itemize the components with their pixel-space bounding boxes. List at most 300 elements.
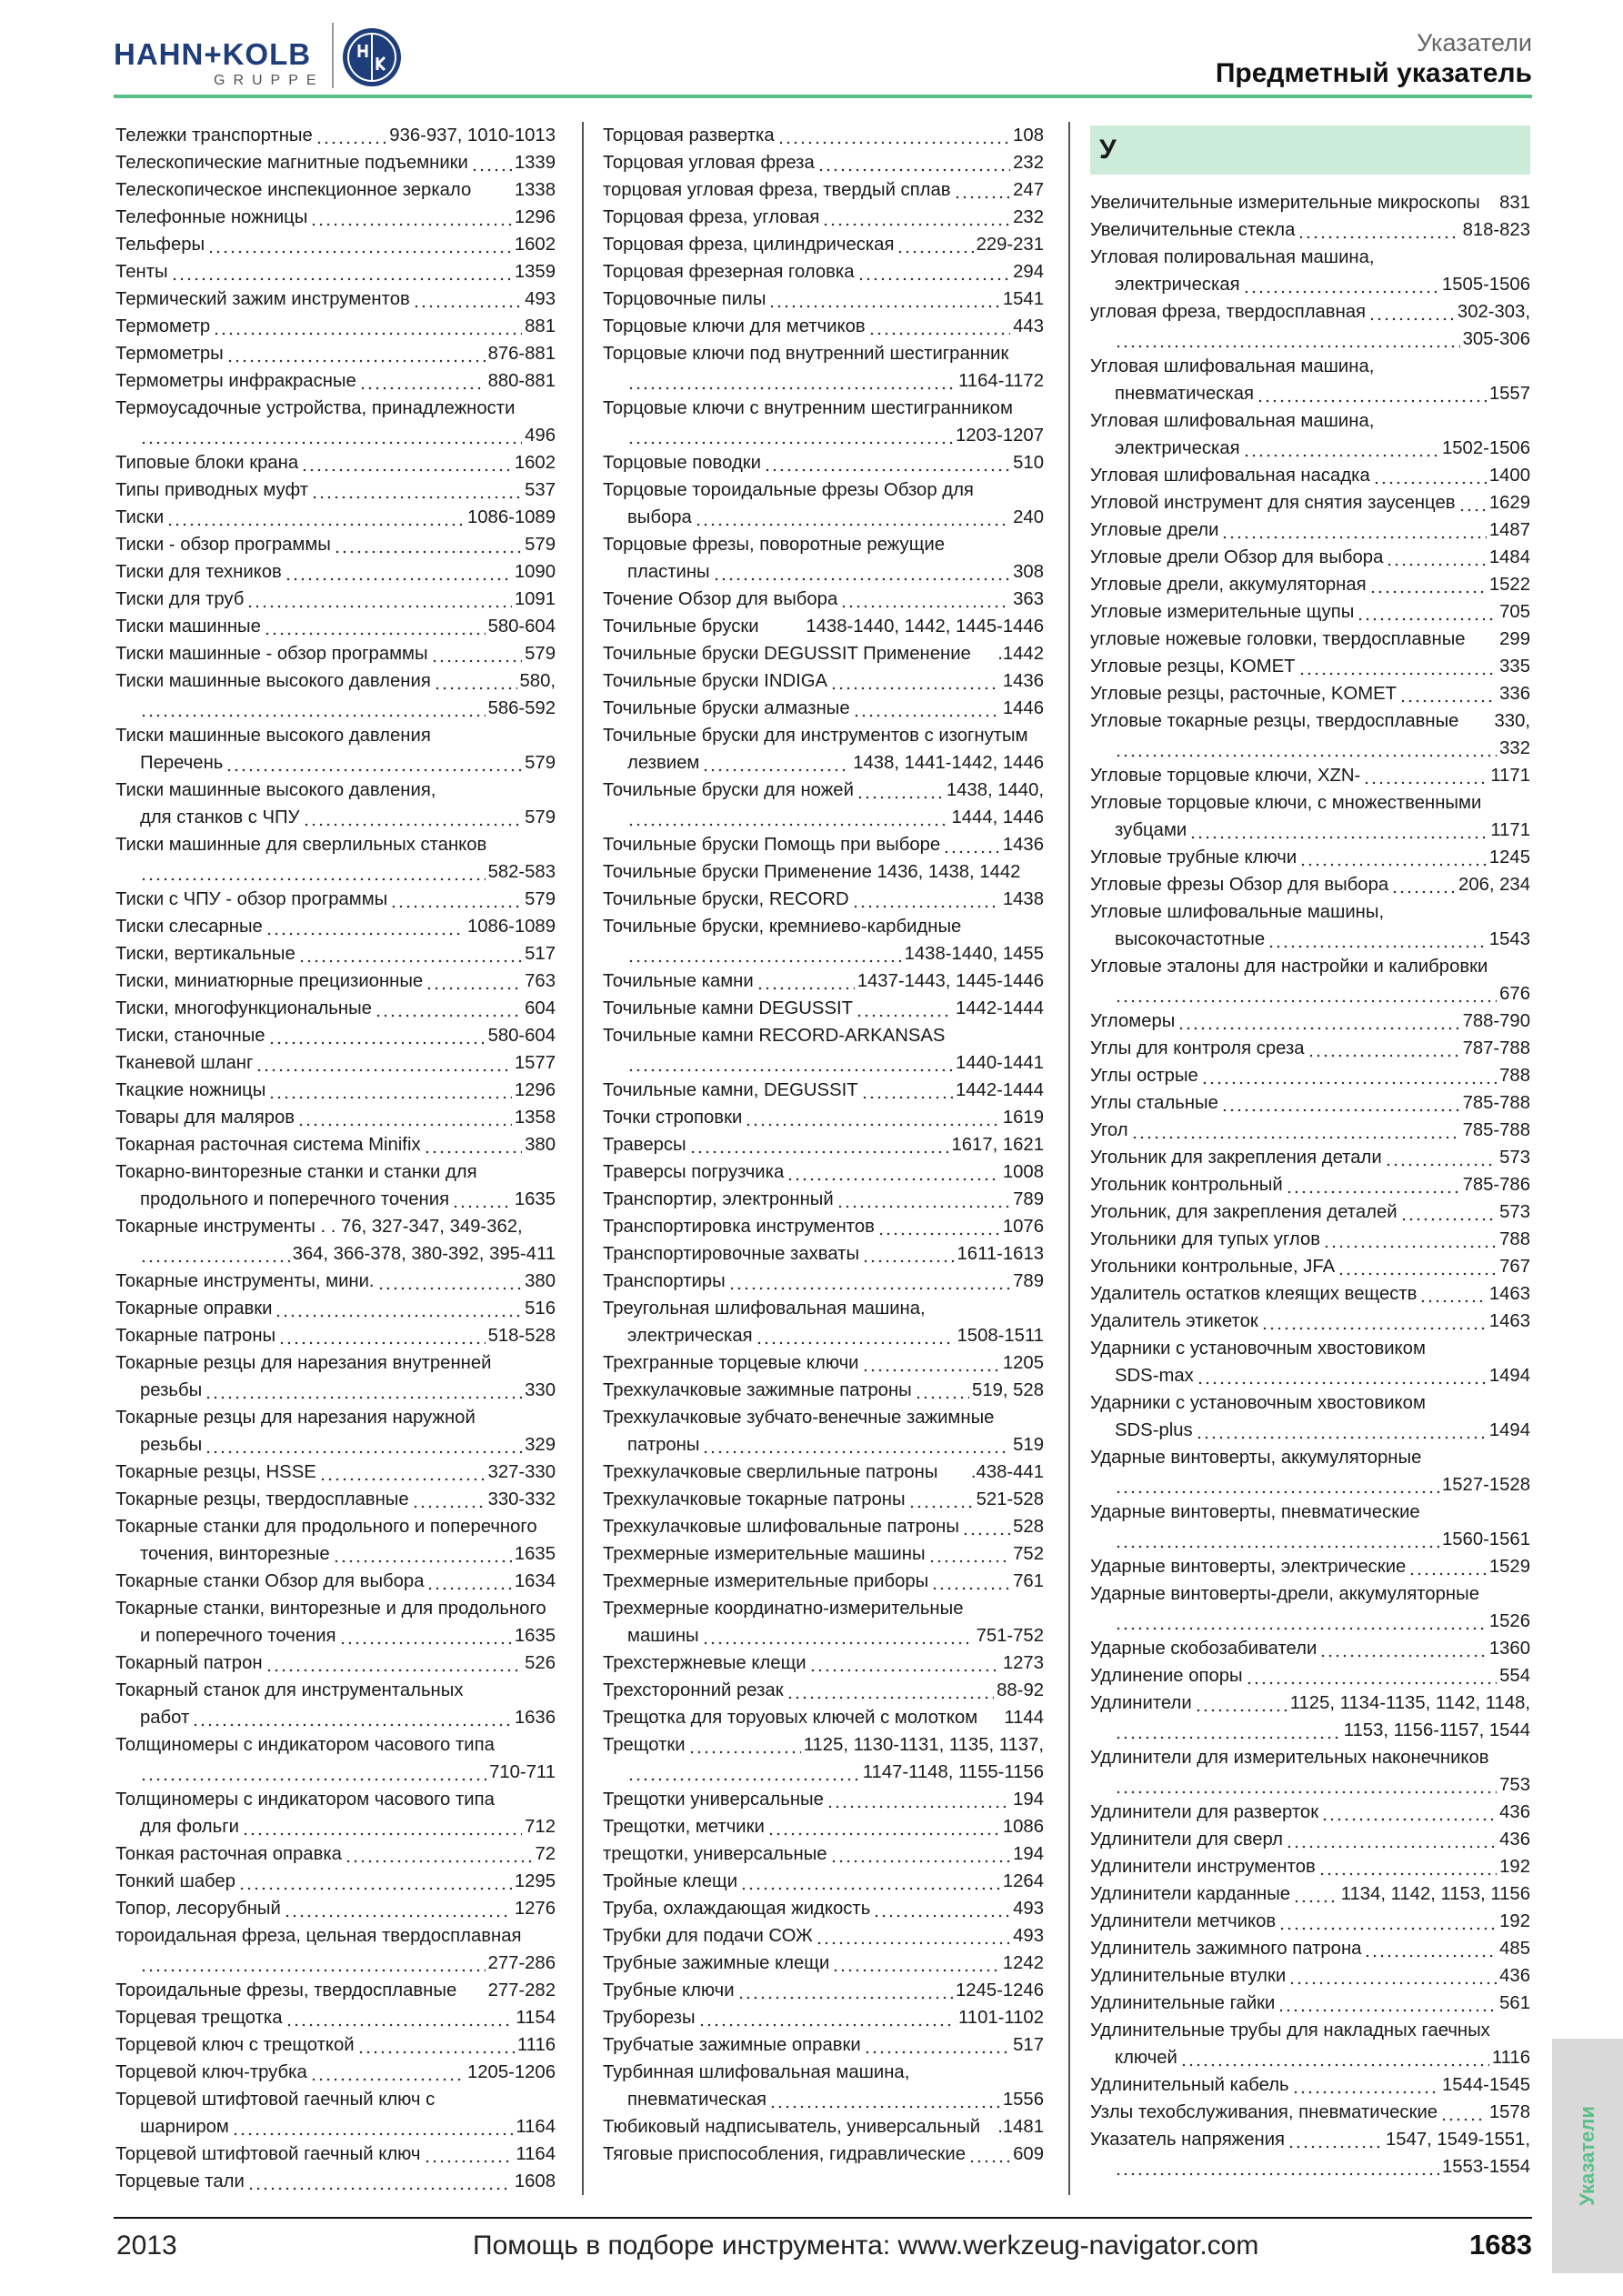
leader-dots bbox=[728, 1268, 1010, 1295]
entry-pages: 1101-1102 bbox=[958, 2008, 1044, 2028]
leader-dots bbox=[852, 886, 1000, 913]
entry-term: Удлинение опоры bbox=[1090, 1666, 1243, 1686]
index-entries bbox=[1090, 189, 1530, 2181]
leader-dots bbox=[873, 1895, 1010, 1922]
entry-term: электрическая bbox=[1115, 438, 1240, 458]
index-entry bbox=[115, 2004, 556, 2031]
leader-dots bbox=[980, 1704, 1001, 1731]
leader-dots bbox=[1419, 1280, 1486, 1308]
entry-term: Точильные бруски алмазные bbox=[603, 698, 850, 718]
index-entry bbox=[603, 1377, 1044, 1404]
index-entry bbox=[115, 1322, 556, 1349]
entry-term: пластины bbox=[627, 562, 710, 582]
leader-dots bbox=[1286, 1171, 1460, 1198]
index-entry bbox=[1090, 462, 1530, 489]
entry-pages: 1494 bbox=[1488, 1366, 1530, 1386]
entry-term: Угловые резцы, KOMET bbox=[1090, 657, 1296, 677]
entry-term: Тиски, вертикальные bbox=[115, 944, 296, 964]
index-entry bbox=[1090, 1062, 1530, 1089]
leader-dots bbox=[786, 1677, 995, 1704]
entry-pages: 580-604 bbox=[487, 1026, 556, 1046]
entry-pages: 493 bbox=[1013, 1899, 1044, 1919]
entry-term: Угловые шлифовальные машины, bbox=[1090, 902, 1385, 922]
leader-dots bbox=[627, 367, 956, 395]
leader-dots bbox=[1286, 1826, 1497, 1853]
entry-term: Угловые дрели, аккумуляторная bbox=[1090, 575, 1367, 595]
entry-pages: 1436 bbox=[1002, 671, 1044, 691]
page-title: Предметный указатель bbox=[1215, 58, 1532, 88]
entry-pages: 1553-1554 bbox=[1442, 2157, 1530, 2177]
entry-term: Угольник контрольный bbox=[1090, 1175, 1283, 1195]
index-entry bbox=[1090, 1280, 1530, 1308]
entry-pages: 789 bbox=[1013, 1271, 1044, 1291]
entry-pages: 1602 bbox=[514, 235, 556, 255]
entry-pages: 108 bbox=[1013, 125, 1044, 145]
index-entry bbox=[603, 777, 1044, 804]
index-entry bbox=[603, 286, 1044, 313]
leader-dots bbox=[940, 1459, 967, 1486]
leader-dots bbox=[864, 2031, 1010, 2059]
entry-term: Угольники для тупых углов bbox=[1090, 1229, 1321, 1249]
leader-dots bbox=[225, 749, 522, 777]
leader-dots bbox=[627, 940, 902, 968]
leader-dots bbox=[268, 1077, 512, 1104]
entry-term: Угольники контрольные, JFA bbox=[1090, 1257, 1336, 1277]
entry-pages: 1608 bbox=[514, 2171, 556, 2191]
leader-dots bbox=[928, 1540, 1011, 1568]
index-entry bbox=[603, 422, 1044, 449]
entry-pages: 1296 bbox=[514, 207, 556, 227]
entry-pages: 1086-1089 bbox=[467, 507, 556, 527]
entry-term: Токарные оправки bbox=[115, 1298, 273, 1318]
index-entry bbox=[115, 2113, 556, 2141]
index-entry bbox=[1090, 326, 1530, 353]
column-divider bbox=[1068, 122, 1070, 2195]
entry-term: Термометры bbox=[115, 344, 224, 364]
entry-term: Угловая шлифовальная машина, bbox=[1090, 356, 1375, 376]
index-entry bbox=[1090, 926, 1530, 953]
entry-pages: 1153, 1156-1157, 1544 bbox=[1343, 1720, 1530, 1740]
entry-term: Точильные бруски, кремниево-карбидные bbox=[603, 917, 962, 937]
index-entry bbox=[603, 1595, 1044, 1622]
index-entry bbox=[603, 2141, 1044, 2168]
entry-term: Угловые дрели Обзор для выбора bbox=[1090, 547, 1384, 567]
leader-dots bbox=[837, 1186, 1010, 1213]
leader-dots bbox=[426, 1568, 511, 1595]
leader-dots bbox=[140, 422, 522, 449]
entry-term: для фольги bbox=[140, 1817, 239, 1837]
entry-pages: 586-592 bbox=[487, 698, 556, 718]
index-entry bbox=[1090, 844, 1530, 871]
entry-pages: 1125, 1134-1135, 1142, 1148, bbox=[1289, 1693, 1530, 1713]
leader-dots bbox=[627, 422, 953, 449]
index-entry bbox=[1090, 598, 1530, 626]
entry-term: Точильные бруски для инструментов с изогнутым bbox=[603, 726, 1028, 746]
index-entry bbox=[115, 1186, 556, 1213]
logo-text: HAHN+KOLB bbox=[114, 37, 312, 71]
entry-pages: 1164 bbox=[516, 2117, 556, 2137]
entry-term: Ударники с установочным хвостовиком bbox=[1090, 1338, 1426, 1359]
leader-dots bbox=[333, 1540, 512, 1568]
entry-term: Угловая шлифовальная насадка bbox=[1090, 466, 1370, 486]
entry-pages: 1245-1246 bbox=[956, 1980, 1044, 2000]
index-entry bbox=[1090, 1471, 1530, 1499]
entry-term: Торцевая трещотка bbox=[115, 2008, 283, 2028]
index-entry bbox=[115, 1568, 556, 1595]
index-entry bbox=[603, 1950, 1044, 1977]
entry-pages: 329 bbox=[525, 1435, 556, 1455]
entry-pages: 609 bbox=[1013, 2144, 1044, 2164]
entry-term: Треугольная шлифовальная машина, bbox=[603, 1298, 926, 1318]
entry-pages: 299 bbox=[1499, 629, 1530, 649]
entry-term: угловые ножевые головки, твердосплавные bbox=[1090, 629, 1466, 649]
leader-dots bbox=[205, 1377, 522, 1404]
entry-term: Телескопические магнитные подъемники bbox=[115, 153, 468, 173]
index-entry bbox=[115, 1459, 556, 1486]
leader-dots bbox=[1288, 1962, 1497, 1990]
leader-dots bbox=[1196, 1417, 1487, 1444]
index-entry bbox=[115, 1977, 556, 2004]
index-entry bbox=[603, 1404, 1044, 1431]
leader-dots bbox=[1180, 2044, 1489, 2071]
leader-dots bbox=[756, 968, 855, 995]
entry-term: Торцевой ключ с трещоткой bbox=[115, 2035, 355, 2055]
entry-term: Удлинительные втулки bbox=[1090, 1966, 1287, 1986]
entry-term: Траверсы bbox=[603, 1135, 686, 1155]
entry-term: Трубки для подачи СОЖ bbox=[603, 1926, 813, 1946]
leader-dots bbox=[264, 613, 486, 640]
page-number: 1683 bbox=[1469, 2229, 1532, 2261]
leader-dots bbox=[459, 1977, 485, 2004]
entry-term: Угловые измерительные щупы bbox=[1090, 602, 1355, 622]
entry-pages: 364, 366-378, 380-392, 395-411 bbox=[292, 1244, 556, 1264]
entry-term: Точильные камни DEGUSSIT bbox=[603, 998, 854, 1018]
entry-pages: 380 bbox=[525, 1271, 556, 1291]
entry-pages: 1494 bbox=[1488, 1420, 1530, 1440]
index-entry bbox=[115, 1704, 556, 1731]
leader-dots bbox=[310, 204, 512, 231]
index-entry bbox=[603, 995, 1044, 1022]
leader-dots bbox=[809, 1649, 1000, 1677]
leader-dots bbox=[777, 122, 1011, 149]
index-entry bbox=[1090, 1117, 1530, 1144]
entry-term: Удлинительный кабель bbox=[1090, 2075, 1289, 2095]
entry-term: Угловые торцовые ключи, XZN- bbox=[1090, 766, 1361, 786]
index-entry bbox=[115, 913, 556, 940]
entry-pages: 788 bbox=[1499, 1066, 1530, 1086]
index-entry bbox=[115, 1622, 556, 1649]
entry-pages: 1338 bbox=[514, 180, 556, 200]
index-entry bbox=[115, 1868, 556, 1895]
index-entry bbox=[1090, 1144, 1530, 1171]
leader-dots bbox=[345, 1840, 532, 1868]
index-entry bbox=[115, 2168, 556, 2195]
leader-dots bbox=[1364, 1935, 1497, 1962]
entry-term: Тиски машинные - обзор программы bbox=[115, 644, 428, 664]
entry-term: Угловые трубные ключи bbox=[1090, 847, 1297, 867]
entry-pages: 1438, 1441-1442, 1446 bbox=[853, 753, 1044, 773]
entry-term: Удлинители метчиков bbox=[1090, 1911, 1277, 1931]
entry-pages: 936-937, 1010-1013 bbox=[389, 125, 556, 145]
leader-dots bbox=[1246, 1662, 1498, 1689]
entry-pages: 336 bbox=[1499, 684, 1530, 704]
entry-pages: 436 bbox=[1499, 1830, 1530, 1850]
entry-term: Термометры инфракрасные bbox=[115, 371, 356, 391]
entry-term: зубцами bbox=[1115, 820, 1187, 840]
entry-pages: 1147-1148, 1155-1156 bbox=[862, 1762, 1044, 1782]
index-entry bbox=[1090, 2017, 1530, 2044]
leader-dots bbox=[1391, 871, 1456, 898]
index-entry bbox=[603, 476, 1044, 504]
leader-dots bbox=[915, 1377, 969, 1404]
index-entry bbox=[115, 1131, 556, 1158]
entry-pages: 1273 bbox=[1002, 1653, 1044, 1673]
entry-pages: 232 bbox=[1013, 207, 1044, 227]
footer-year: 2013 bbox=[116, 2231, 177, 2261]
leader-dots bbox=[247, 2168, 512, 2195]
index-entry bbox=[603, 1731, 1044, 1759]
index-entry bbox=[115, 422, 556, 449]
leader-dots bbox=[334, 531, 522, 558]
entry-term: Тяговые приспособления, гидравлические bbox=[603, 2144, 967, 2164]
entry-pages: 1076 bbox=[1002, 1217, 1044, 1237]
leader-dots bbox=[1357, 598, 1497, 626]
leader-dots bbox=[390, 886, 522, 913]
leader-dots bbox=[816, 1922, 1010, 1950]
index-entry bbox=[1090, 1308, 1530, 1335]
entry-term: Удалитель остатков клеящих веществ bbox=[1090, 1284, 1418, 1304]
index-entry bbox=[1090, 1226, 1530, 1253]
entry-pages: 789 bbox=[1013, 1189, 1044, 1209]
leader-dots bbox=[286, 2004, 514, 2031]
entry-term: Тканевой шланг bbox=[115, 1053, 254, 1073]
entry-term: Ударные винтоверты, аккумуляторные bbox=[1090, 1448, 1422, 1468]
index-entry bbox=[115, 476, 556, 504]
leader-dots bbox=[207, 231, 512, 258]
index-entry bbox=[1090, 1444, 1530, 1471]
entry-pages: 521-528 bbox=[976, 1489, 1044, 1509]
entry-pages: 761 bbox=[1013, 1571, 1044, 1591]
entry-term: Трехкулачковые зажимные патроны bbox=[603, 1380, 912, 1400]
entry-term: Телефонные ножницы bbox=[115, 207, 308, 227]
leader-dots bbox=[268, 1022, 486, 1049]
entry-term: Транспортировочные захваты bbox=[603, 1244, 860, 1264]
leader-dots bbox=[316, 122, 387, 149]
leader-dots bbox=[1298, 653, 1498, 680]
column-divider bbox=[582, 122, 584, 2195]
index-entry bbox=[1090, 298, 1530, 326]
index-entry bbox=[115, 667, 556, 695]
entry-term: Угловые резцы, расточные, KOMET bbox=[1090, 684, 1398, 704]
index-entry bbox=[1090, 544, 1530, 571]
logo-badge-icon bbox=[341, 26, 403, 93]
entry-term: Угол bbox=[1090, 1120, 1128, 1140]
entry-term: Увеличительные стекла bbox=[1090, 220, 1296, 240]
entry-term: Трехгранные торцевые ключи bbox=[603, 1353, 859, 1373]
index-entry bbox=[603, 258, 1044, 286]
leader-dots bbox=[310, 2059, 465, 2086]
leader-dots bbox=[226, 340, 486, 367]
index-entry bbox=[1090, 407, 1530, 435]
index-entry bbox=[115, 1759, 556, 1786]
index-entry bbox=[603, 2113, 1044, 2141]
entry-term: Токарные патроны bbox=[115, 1326, 276, 1346]
entry-pages: 752 bbox=[1013, 1544, 1044, 1564]
index-entry bbox=[603, 886, 1044, 913]
entry-term: Точильные камни bbox=[603, 971, 754, 991]
entry-term: Точильные бруски DEGUSSIT Применение bbox=[603, 644, 971, 664]
entry-pages: 1125, 1130-1131, 1135, 1137, bbox=[803, 1735, 1044, 1755]
leader-dots bbox=[702, 1431, 1010, 1459]
section-letter-heading: У bbox=[1090, 125, 1530, 175]
section-name: Указатели bbox=[1417, 29, 1532, 56]
index-entry bbox=[115, 231, 556, 258]
leader-dots bbox=[246, 586, 511, 613]
entry-pages: 436 bbox=[1499, 1966, 1530, 1986]
entry-pages: 1091 bbox=[514, 589, 556, 609]
entry-pages: 1144 bbox=[1004, 1708, 1044, 1728]
leader-dots bbox=[311, 476, 522, 504]
index-entry bbox=[115, 2059, 556, 2086]
leader-dots bbox=[232, 2113, 514, 2141]
leader-dots bbox=[840, 586, 1010, 613]
logo-separator bbox=[332, 23, 334, 88]
entry-term: Угловые торцовые ключи, с множественными bbox=[1090, 793, 1482, 813]
index-entry bbox=[1090, 762, 1530, 789]
entry-term: Тиски, многофункциональные bbox=[115, 998, 372, 1018]
leader-dots bbox=[983, 2113, 995, 2141]
leader-dots bbox=[762, 613, 804, 640]
leader-dots bbox=[769, 2086, 1000, 2113]
entry-pages: 1438-1440, 1442, 1445-1446 bbox=[806, 617, 1044, 637]
leader-dots bbox=[297, 1104, 512, 1131]
index-entry bbox=[115, 1649, 556, 1677]
index-entry bbox=[603, 1622, 1044, 1649]
entry-term: Токарные резцы, твердосплавные bbox=[115, 1489, 409, 1509]
entry-pages: 1527-1528 bbox=[1442, 1475, 1530, 1495]
entry-term: Тиски машинные высокого давления, bbox=[115, 780, 436, 800]
entry-term: Транспортир, электронный bbox=[603, 1189, 834, 1209]
leader-dots bbox=[1385, 1144, 1497, 1171]
leader-dots bbox=[359, 367, 486, 395]
index-entry bbox=[1090, 817, 1530, 844]
entry-term: Точение Обзор для выбора bbox=[603, 589, 838, 609]
index-entry bbox=[1090, 2071, 1530, 2099]
entry-term: Точильные камни, DEGUSSIT bbox=[603, 1080, 858, 1100]
index-entry bbox=[603, 749, 1044, 777]
entry-pages: .1481 bbox=[997, 2117, 1044, 2137]
section-side-tab[interactable] bbox=[1552, 2039, 1623, 2273]
leader-dots bbox=[1115, 980, 1497, 1008]
entry-pages: 881 bbox=[525, 316, 556, 336]
leader-dots bbox=[862, 1349, 1000, 1377]
entry-term: пневматическая bbox=[1115, 384, 1254, 404]
index-entry bbox=[115, 995, 556, 1022]
entry-term: Удлинители для разверток bbox=[1090, 1802, 1319, 1822]
leader-dots bbox=[1386, 544, 1487, 571]
leader-dots bbox=[764, 449, 1010, 476]
entry-term: Траверсы погрузчика bbox=[603, 1162, 785, 1182]
entry-term: Удлинитель зажимного патрона bbox=[1090, 1939, 1362, 1959]
entry-term: Удлинители карданные bbox=[1090, 1884, 1291, 1904]
entry-pages: 229-231 bbox=[976, 235, 1044, 255]
entry-term: Перечень bbox=[140, 753, 224, 773]
entry-pages: 1116 bbox=[1491, 2048, 1530, 2068]
entry-pages: 1339 bbox=[514, 153, 556, 173]
index-entry bbox=[1090, 1198, 1530, 1226]
entry-term: Тиски bbox=[115, 507, 165, 527]
entry-pages: 1602 bbox=[514, 453, 556, 473]
leader-dots bbox=[424, 2141, 514, 2168]
entry-pages: 876-881 bbox=[487, 344, 556, 364]
index-entry bbox=[603, 1295, 1044, 1322]
index-entry bbox=[1090, 2153, 1530, 2181]
entry-term: Торцевой штифтовой гаечный ключ bbox=[115, 2144, 421, 2164]
entry-pages: 1205 bbox=[1002, 1353, 1044, 1373]
entry-term: Точильные бруски для ножей bbox=[603, 780, 854, 800]
index-entry bbox=[603, 2059, 1044, 2086]
entry-term: работ bbox=[140, 1708, 190, 1728]
entry-term: SDS-plus bbox=[1115, 1420, 1193, 1440]
leader-dots bbox=[140, 1950, 486, 1977]
entry-term: Трубные ключи bbox=[603, 1980, 735, 2000]
leader-dots bbox=[943, 831, 1000, 858]
entry-pages: 1438-1440, 1455 bbox=[904, 944, 1044, 964]
index-entry bbox=[115, 340, 556, 367]
index-entry bbox=[603, 1158, 1044, 1186]
index-entry bbox=[115, 749, 556, 777]
entry-term: Тенты bbox=[115, 262, 168, 282]
entry-term: Тройные клещи bbox=[603, 1871, 738, 1891]
entry-pages: 1440-1441 bbox=[956, 1053, 1044, 1073]
entry-term: Толщиномеры с индикатором часового типа bbox=[115, 1735, 495, 1755]
index-column-2 bbox=[603, 122, 1044, 2168]
entry-pages: 72 bbox=[535, 1844, 556, 1864]
entry-term: Токарный станок для инструментальных bbox=[115, 1680, 464, 1700]
leader-dots bbox=[298, 940, 522, 968]
entry-term: Термический зажим инструментов bbox=[115, 289, 410, 309]
index-entry bbox=[603, 1240, 1044, 1268]
leader-dots bbox=[702, 1622, 974, 1649]
index-entry bbox=[603, 2031, 1044, 2059]
entry-term: Удалитель этикеток bbox=[1090, 1311, 1258, 1331]
index-entry bbox=[1090, 435, 1530, 462]
index-entry bbox=[603, 1431, 1044, 1459]
entry-pages: 302-303, bbox=[1457, 302, 1530, 322]
index-entry bbox=[1090, 353, 1530, 380]
entry-pages: 1484 bbox=[1488, 547, 1530, 567]
entry-pages: 676 bbox=[1499, 984, 1530, 1004]
entry-pages: 1547, 1549-1551, bbox=[1385, 2130, 1530, 2150]
entry-pages: 1529 bbox=[1488, 1557, 1530, 1577]
entry-pages: 1295 bbox=[514, 1871, 556, 1891]
entry-term: торцовая угловая фреза, твердый сплав bbox=[603, 180, 951, 200]
entry-pages: 1438, 1440, bbox=[946, 780, 1044, 800]
leader-dots bbox=[827, 1786, 1010, 1813]
entry-term: точения, винторезные bbox=[140, 1544, 330, 1564]
index-entry bbox=[1090, 216, 1530, 244]
index-entry bbox=[603, 913, 1044, 940]
leader-dots bbox=[1293, 1880, 1338, 1908]
entry-term: Токарные резцы для нарезания наружной bbox=[115, 1408, 476, 1428]
index-entry bbox=[115, 1104, 556, 1131]
entry-pages: 194 bbox=[1013, 1844, 1044, 1864]
entry-term: Ударные винтоверты, электрические bbox=[1090, 1557, 1407, 1577]
leader-dots bbox=[817, 149, 1010, 176]
entry-pages: 308 bbox=[1013, 562, 1044, 582]
entry-term: Углы стальные bbox=[1090, 1093, 1218, 1113]
entry-term: Термометр bbox=[115, 316, 211, 336]
